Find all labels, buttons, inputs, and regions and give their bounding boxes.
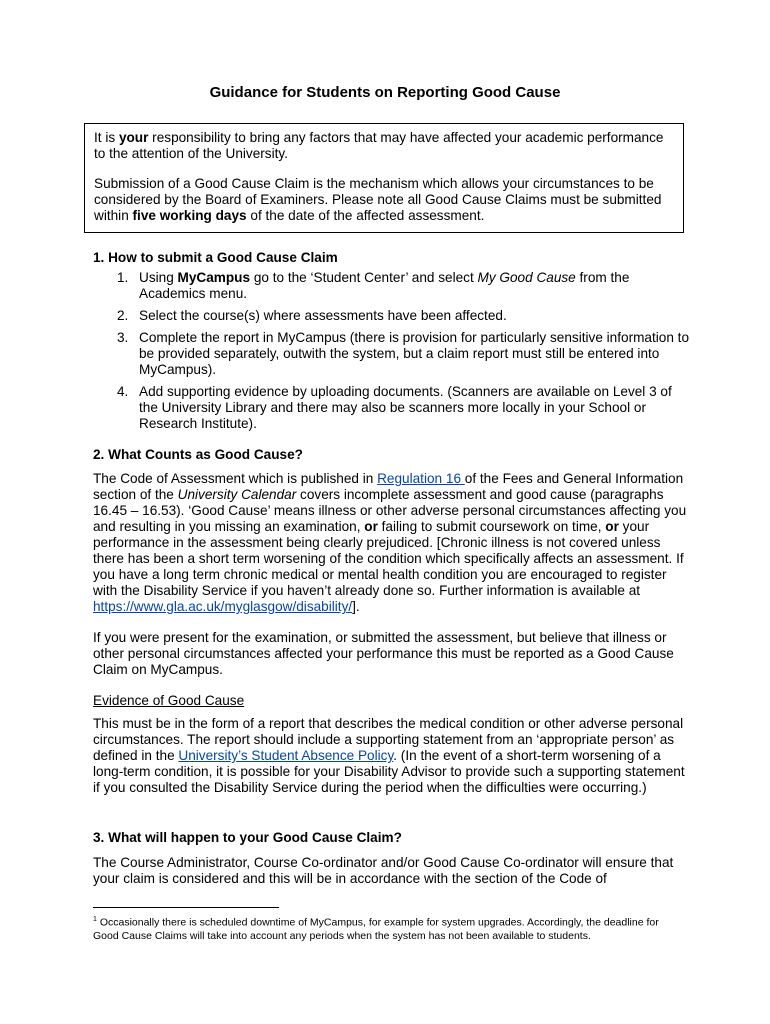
emphasis-deadline: five working days [132,208,247,223]
footnote: $^1$ Occasionally there is scheduled downtime of MyCampus, for example for system upgrades. Accordingly, the deadline for Good Cause Claims will take into account any periods when the system has not been available to students. [93,916,659,942]
section-2-paragraph-2: If you were present for the examination, or submitted the assessment, but believe that illness or other personal circumstances affected your performance this must be reported as a Good Cause Claim on MyCampus. [93,630,674,677]
section-3-paragraph-1: The Course Administrator, Course Co-ordinator and/or Good Cause Co-ordinator will ensure that your claim is considered and this will be in accordance with the section of the Code of [93,855,674,886]
evidence-heading: Evidence of Good Cause [93,693,245,708]
intro-paragraph-1: It is your responsibility to bring any factors that may have affected your academic performance to the attention of the University. [94,130,664,161]
list-item: 2. Select the course(s) where assessments have been affected. [117,308,507,323]
footnote-divider [93,907,279,908]
section-what-counts [93,447,693,796]
steps-list [93,270,693,432]
section-2-paragraph-1: The Code of Assessment which is published in Regulation 16 of the Fees and General Information section of the University Calendar covers incomplete assessment and good cause (paragraphs 16.45 – 16.53). ‘Good Cause’ means illness or other adverse personal circumstances affecting you and resulting in you missing an examination, or failing to submit coursework on time, or your performance in the assessment being clearly prejudiced. [Chronic illness is not covered unless there has been a short term worsening of the condition which specifically affects an assessment. If you have a long term chronic medical or mental health condition you are encouraged to register with the Disability Service if you haven’t already done so. Further information is available at https://www.gla.ac.uk/myglasgow/disability/]. [93,471,687,614]
emphasis-your: your [118,130,149,145]
section-2-heading: 2. What Counts as Good Cause? [93,447,303,462]
footnote-marker: 1 [93,916,97,923]
section-3-heading: 3. What will happen to your Good Cause Claim? [93,830,402,845]
section-how-to-submit [93,250,693,438]
intro-box [84,123,684,233]
list-item: 3. Complete the report in MyCampus (there is provision for particularly sensitive information to be provided separately, outwith the system, but a claim report must still be entered into MyCampus). [117,330,690,377]
student-absence-policy-link[interactable]: University’s Student Absence Policy [178,748,394,763]
intro-paragraph-2: Submission of a Good Cause Claim is the mechanism which allows your circumstances to be considered by the Board of Examiners. Please note all Good Cause Claims must be submitted within five working days of the date of the affected assessment. [94,176,662,223]
evidence-paragraph: This must be in the form of a report that describes the medical condition or other adverse personal circumstances. The report should include a supporting statement from an ‘appropriate person’ as defined in the University’s Student Absence Policy. (In the event of a short-term worsening of a long-term condition, it is possible for your Disability Advisor to provide such a supporting statement if you consulted the Disability Service during the period when the difficulties were occurring.) [93,716,685,795]
page-title: Guidance for Students on Reporting Good Cause [209,84,561,101]
list-item: 1. Using MyCampus go to the ‘Student Center’ and select My Good Cause from the Academics menu. [117,270,630,301]
section-1-heading: 1. How to submit a Good Cause Claim [93,250,338,265]
regulation-16-link[interactable]: Regulation 16 [377,471,465,486]
section-what-happens [93,830,693,887]
list-item: 4. Add supporting evidence by uploading documents. (Scanners are available on Level 3 of the University Library and there may also be scanners more locally in your School or Research Institute). [117,384,672,431]
disability-service-link[interactable]: https://www.gla.ac.uk/myglasgow/disability/ [93,599,353,614]
